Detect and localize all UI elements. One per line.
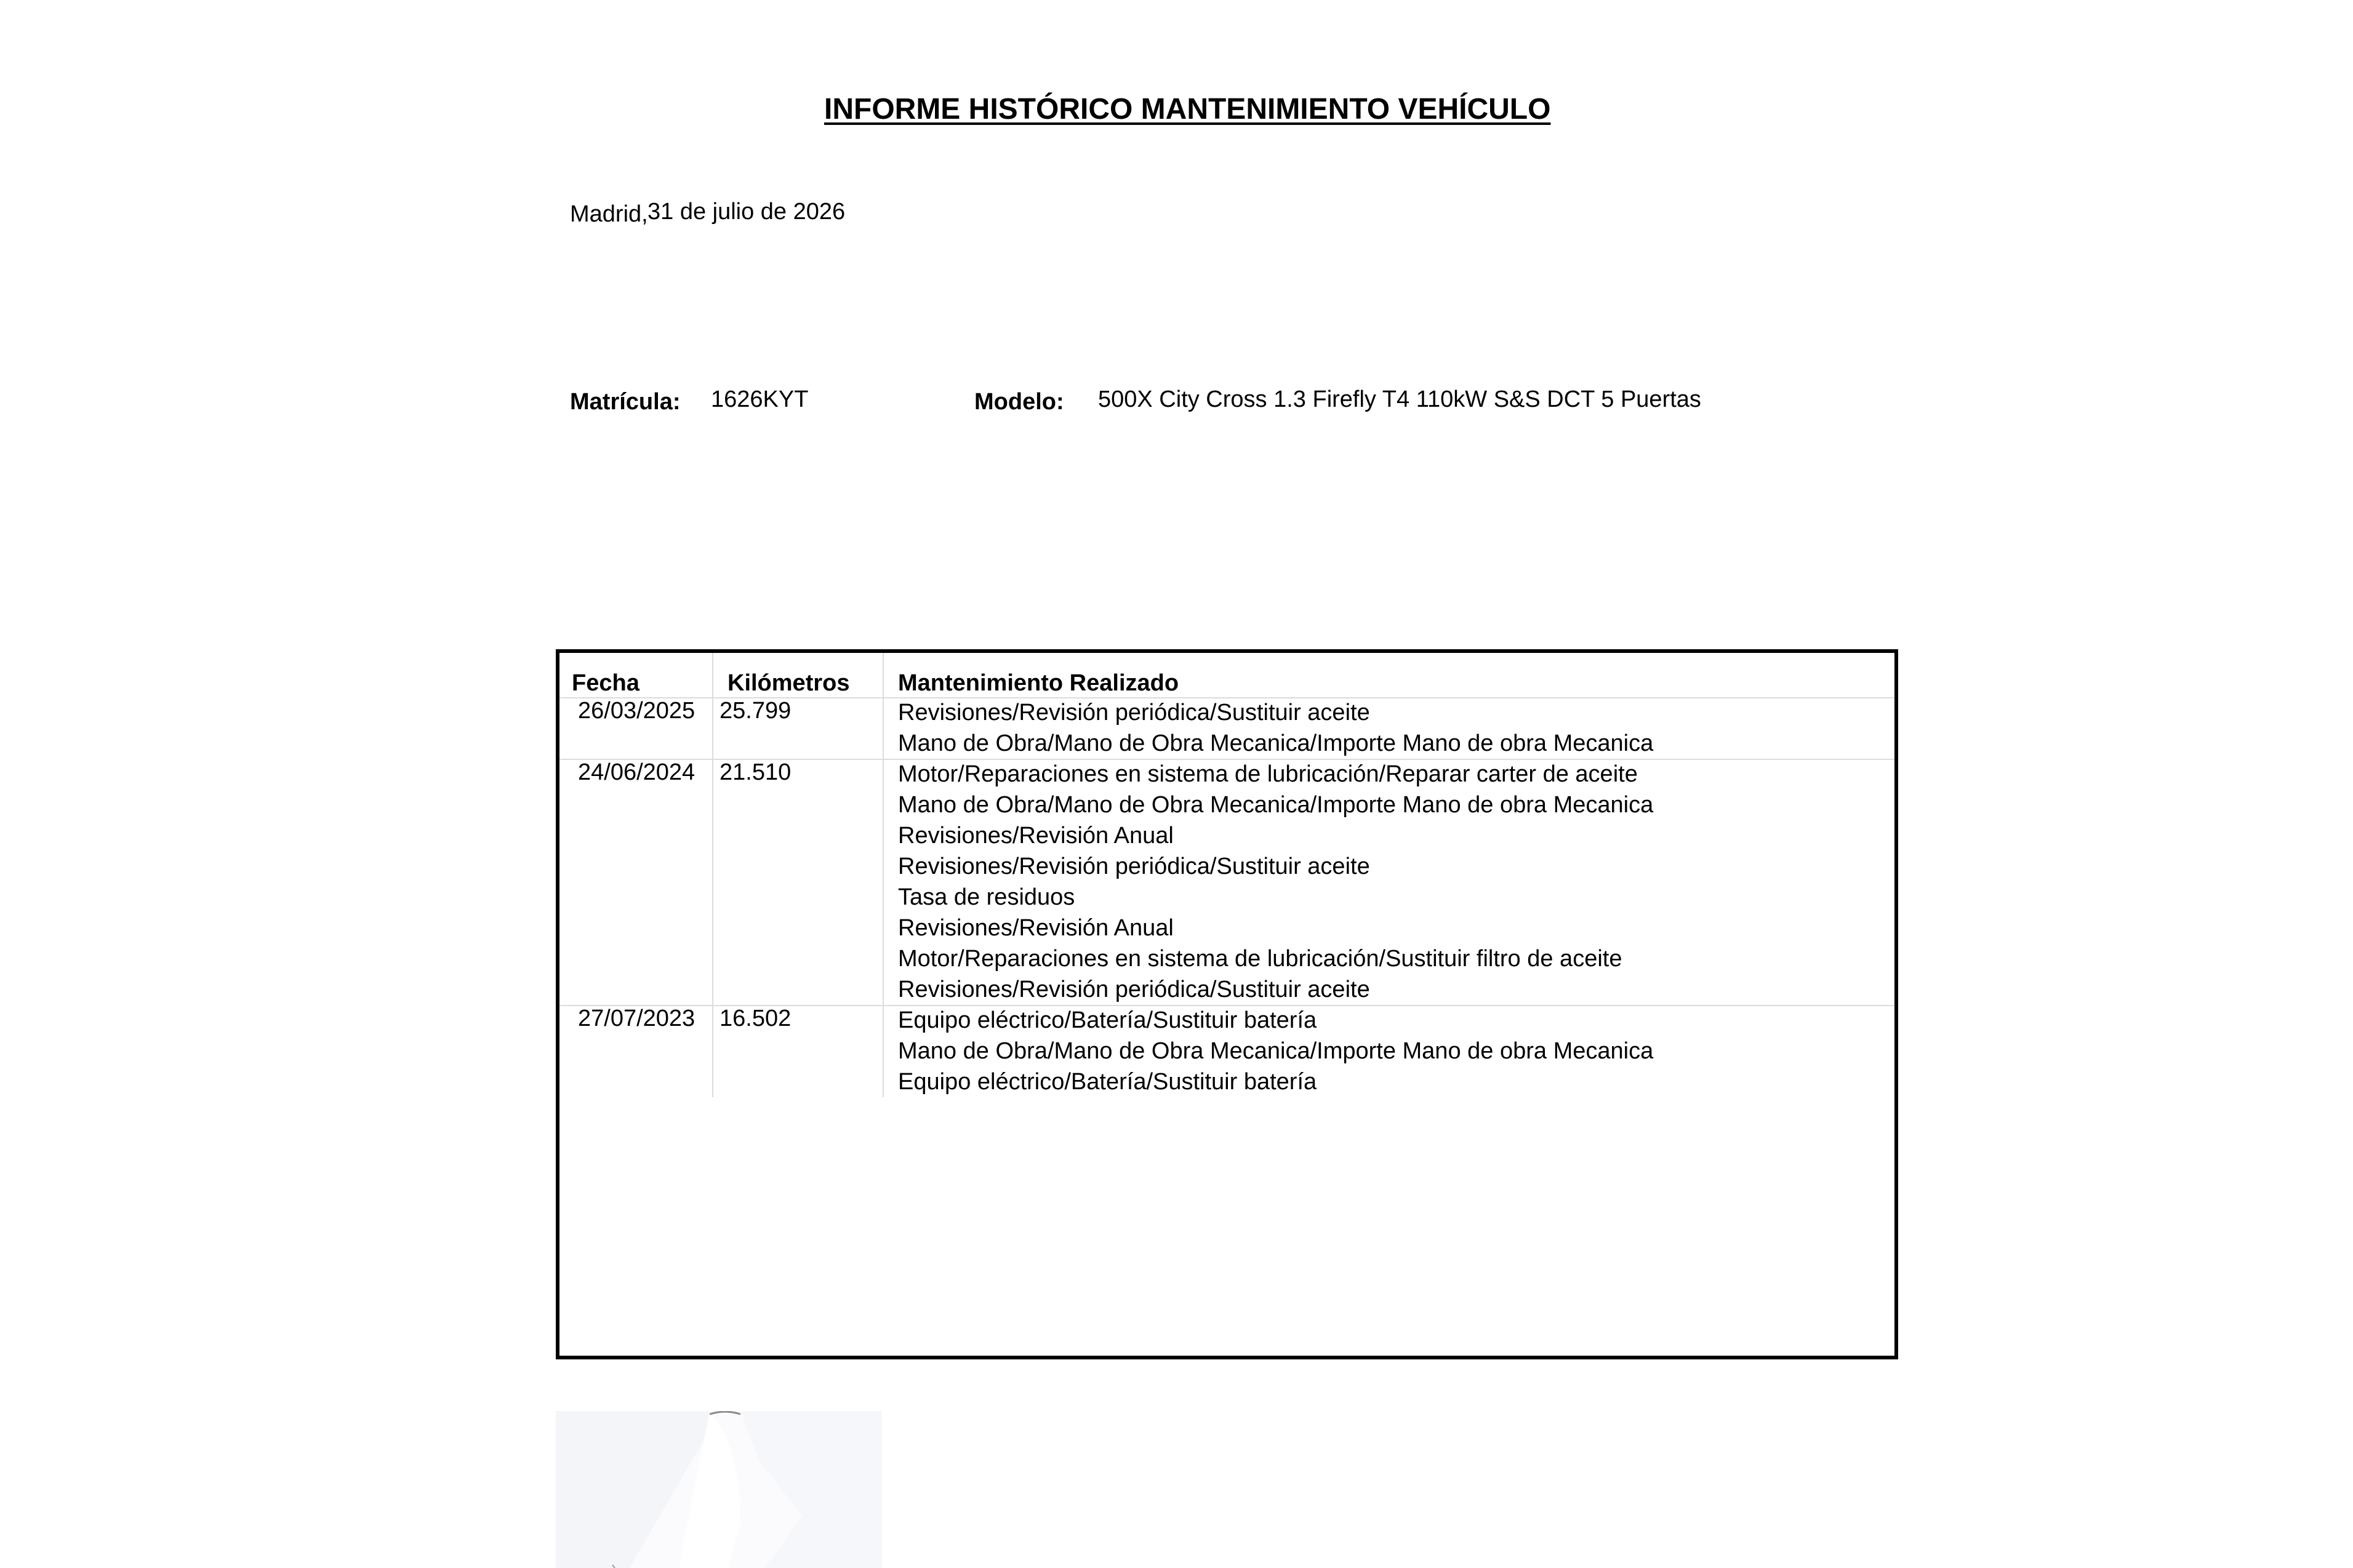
page-title: INFORME HISTÓRICO MANTENIMIENTO VEHÍCULO: [824, 93, 1551, 126]
row-item: Mano de Obra/Mano de Obra Mecanica/Importe Mano de obra Mecanica: [898, 792, 1654, 818]
row-date: 26/03/2025: [578, 698, 695, 724]
model-label: Modelo:: [974, 389, 1064, 415]
column-divider-2: [883, 653, 884, 1097]
header-kilometros: Kilómetros: [728, 670, 850, 696]
row-item: Equipo eléctrico/Batería/Sustituir batería: [898, 1007, 1317, 1033]
stamp-shape: [556, 1411, 882, 1568]
row-date: 27/07/2023: [578, 1006, 695, 1031]
report-date: 31 de julio de 2026: [647, 199, 846, 225]
row-item: Revisiones/Revisión periódica/Sustituir aceite: [898, 700, 1370, 726]
row-item: Motor/Reparaciones en sistema de lubricación/Sustituir filtro de aceite: [898, 946, 1622, 972]
maintenance-table: [556, 649, 1898, 1359]
row-item: Revisiones/Revisión periódica/Sustituir aceite: [898, 977, 1370, 1002]
header-mantenimiento: Mantenimiento Realizado: [898, 670, 1179, 696]
report-location: Madrid,: [570, 201, 648, 227]
row-km: 21.510: [720, 759, 792, 785]
row-item: Revisiones/Revisión Anual: [898, 915, 1174, 941]
row-km: 16.502: [720, 1006, 792, 1031]
column-divider-1: [712, 653, 713, 1097]
plate-value: 1626KYT: [711, 386, 809, 412]
row-item: Equipo eléctrico/Batería/Sustituir batería: [898, 1069, 1317, 1095]
model-value: 500X City Cross 1.3 Firefly T4 110kW S&S DCT 5 Puertas: [1098, 386, 1701, 412]
faint-stamp-mark: [556, 1411, 882, 1568]
row-item: Mano de Obra/Mano de Obra Mecanica/Importe Mano de obra Mecanica: [898, 1038, 1654, 1064]
row-item: Tasa de residuos: [898, 884, 1075, 910]
row-item: Revisiones/Revisión periódica/Sustituir aceite: [898, 854, 1370, 879]
row-date: 24/06/2024: [578, 759, 695, 785]
row-km: 25.799: [720, 698, 792, 724]
plate-label: Matrícula:: [570, 389, 681, 415]
header-fecha: Fecha: [572, 670, 639, 696]
row-item: Revisiones/Revisión Anual: [898, 823, 1174, 849]
row-item: Mano de Obra/Mano de Obra Mecanica/Importe Mano de obra Mecanica: [898, 730, 1654, 756]
row-item: Motor/Reparaciones en sistema de lubricación/Reparar carter de aceite: [898, 761, 1638, 787]
